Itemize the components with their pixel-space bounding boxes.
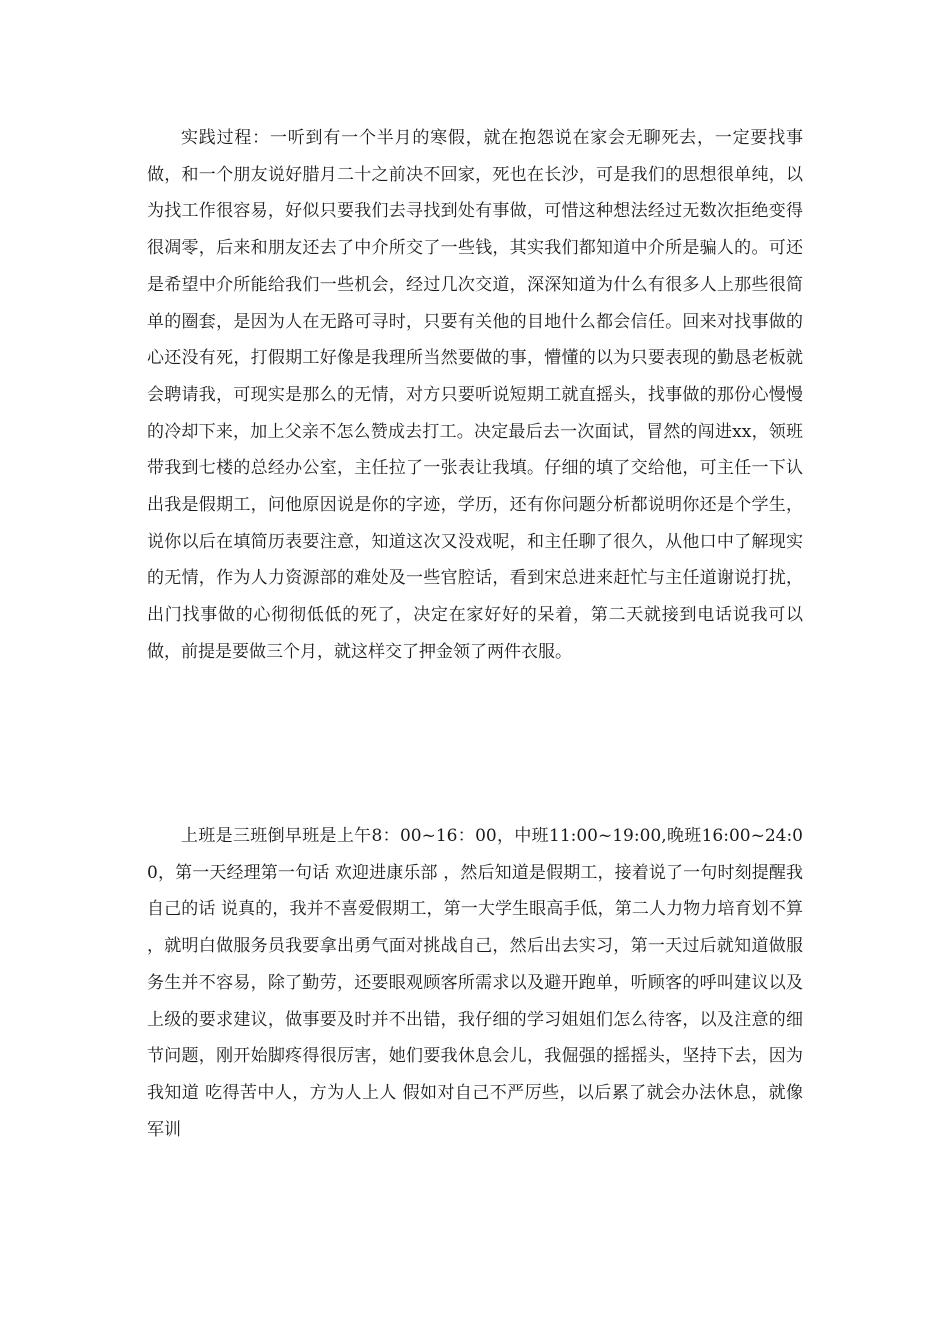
paragraph-shift-work: 上班是三班倒早班是上午8：00~16：00，中班11:00~19:00,晚班16:00~24:00，第一天经理第一句话 欢迎进康乐部 ，然后知道是假期工，接着说了一句时刻提醒我自己的话 说真的，我并不喜爱假期工，第一大学生眼高手低，第二人力物力培育划不算 ，就明白做服务员我要拿出勇气面对挑战自己，然后出去实习，第一天过后就知道做服务生并不容易，除了勤劳，还要眼观顾客所需求以及避开跑单，听顾客的呼叫建议以及上级的要求建议，做事要及时并不出错，我仔细的学习姐姐们怎么待客，以及注意的细节问题，刚开始脚疼得很厉害，她们要我休息会儿，我倔强的摇摇头，坚持下去，因为我知道 吃得苦中人，方为人上人 假如对自己不严厉些，以后累了就会办法休息，就像军训	[147, 826, 803, 1140]
paragraph-practice-process: 实践过程：一听到有一个半月的寒假，就在抱怨说在家会无聊死去，一定要找事做，和一个朋友说好腊月二十之前决不回家，死也在长沙，可是我们的思想很单纯，以为找工作很容易，好似只要我们去寻找到处有事做，可惜这种想法经过无数次拒绝变得很凋零，后来和朋友还去了中介所交了一些钱，其实我们都知道中介所是骗人的。可还是希望中介所能给我们一些机会，经过几次交道，深深知道为什么有很多人上那些很简单的圈套，是因为人在无路可寻时，只要有关他的目地什么都会信任。回来对找事做的心还没有死，打假期工好像是我理所当然要做的事，懵懂的以为只要表现的勤恳老板就会聘请我，可现实是那么的无情，对方只要听说短期工就直摇头，找事做的那份心慢慢的冷却下来，加上父亲不怎么赞成去打工。决定最后去一次面试，冒然的闯进xx，领班带我到七楼的总经办公室，主任拉了一张表让我填。仔细的填了交给他，可主任一下认出我是假期工，问他原因说是你的字迹，学历，还有你问题分析都说明你还是个学生，说你以后在填简历表要注意，知道这次又没戏呢，和主任聊了很久，从他口中了解现实的无情，作为人力资源部的难处及一些官腔话，看到宋总进来赶忙与主任道谢说打扰，出门找事做的心彻彻低低的死了，决定在家好好的呆着，第二天就接到电话说我可以做，前提是要做三个月，就这样交了押金领了两件衣服。	[147, 128, 803, 662]
